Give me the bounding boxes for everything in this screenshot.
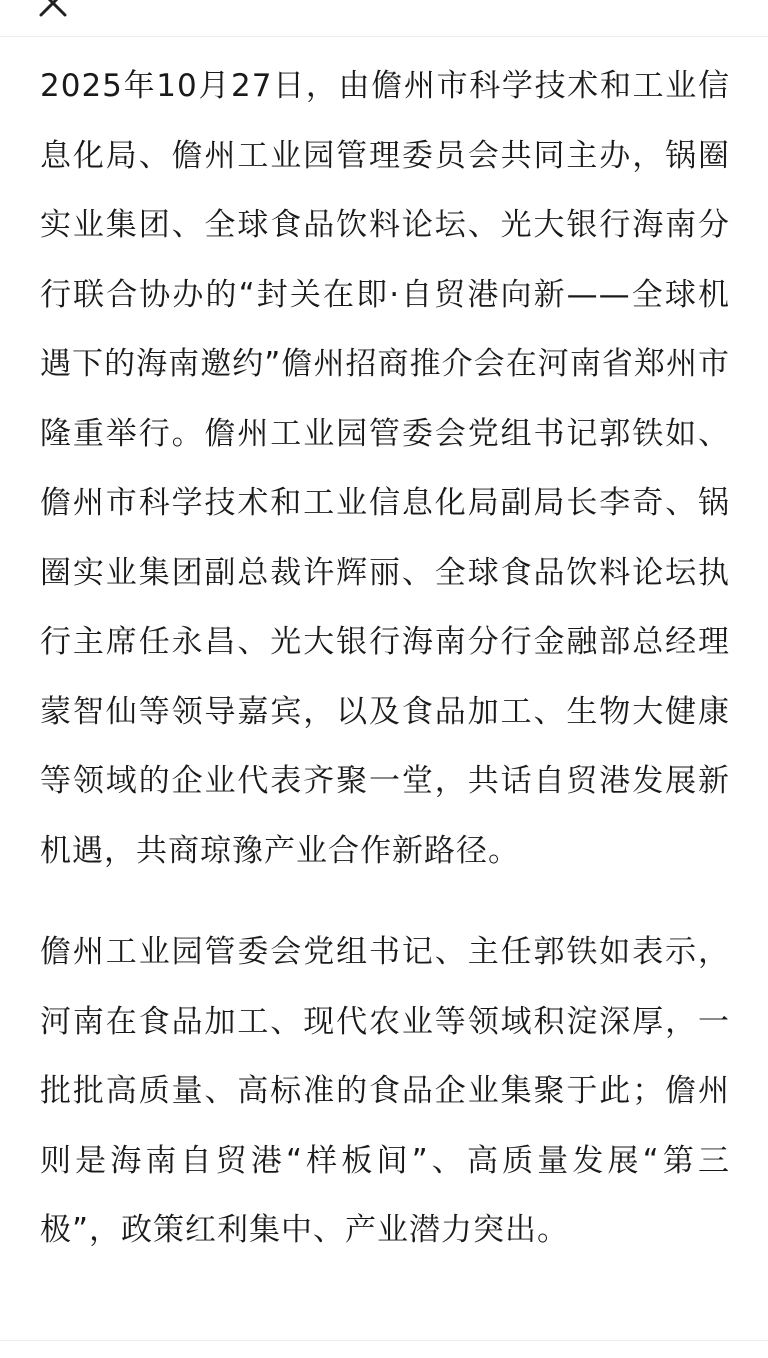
article-body xyxy=(40,52,730,1266)
close-button[interactable] xyxy=(36,0,70,20)
top-bar xyxy=(0,0,768,36)
top-divider xyxy=(0,36,768,37)
bottom-divider xyxy=(0,1340,768,1341)
article-paragraph-2: 儋州工业园管委会党组书记、主任郭铁如表示，河南在食品加工、现代农业等领域积淀深厚，一批批高质量、高标准的食品企业集聚于此；儋州则是海南自贸港“样板间”、高质量发展“第三极”，政策红利集中、产业潜力突出。 xyxy=(40,934,730,1248)
close-icon xyxy=(36,0,70,20)
article-paragraph-1: 2025年10月27日，由儋州市科学技术和工业信息化局、儋州工业园管理委员会共同主办，锅圈实业集团、全球食品饮料论坛、光大银行海南分行联合协办的“封关在即·自贸港向新——全球机遇下的海南邀约”儋州招商推介会在河南省郑州市隆重举行。儋州工业园管委会党组书记郭铁如、儋州市科学技术和工业信息化局副局长李奇、锅圈实业集团副总裁许辉丽、全球食品饮料论坛执行主席任永昌、光大银行海南分行金融部总经理蒙智仙等领导嘉宾，以及食品加工、生物大健康等领域的企业代表齐聚一堂，共话自贸港发展新机遇，共商琼豫产业合作新路径。 xyxy=(40,68,730,869)
